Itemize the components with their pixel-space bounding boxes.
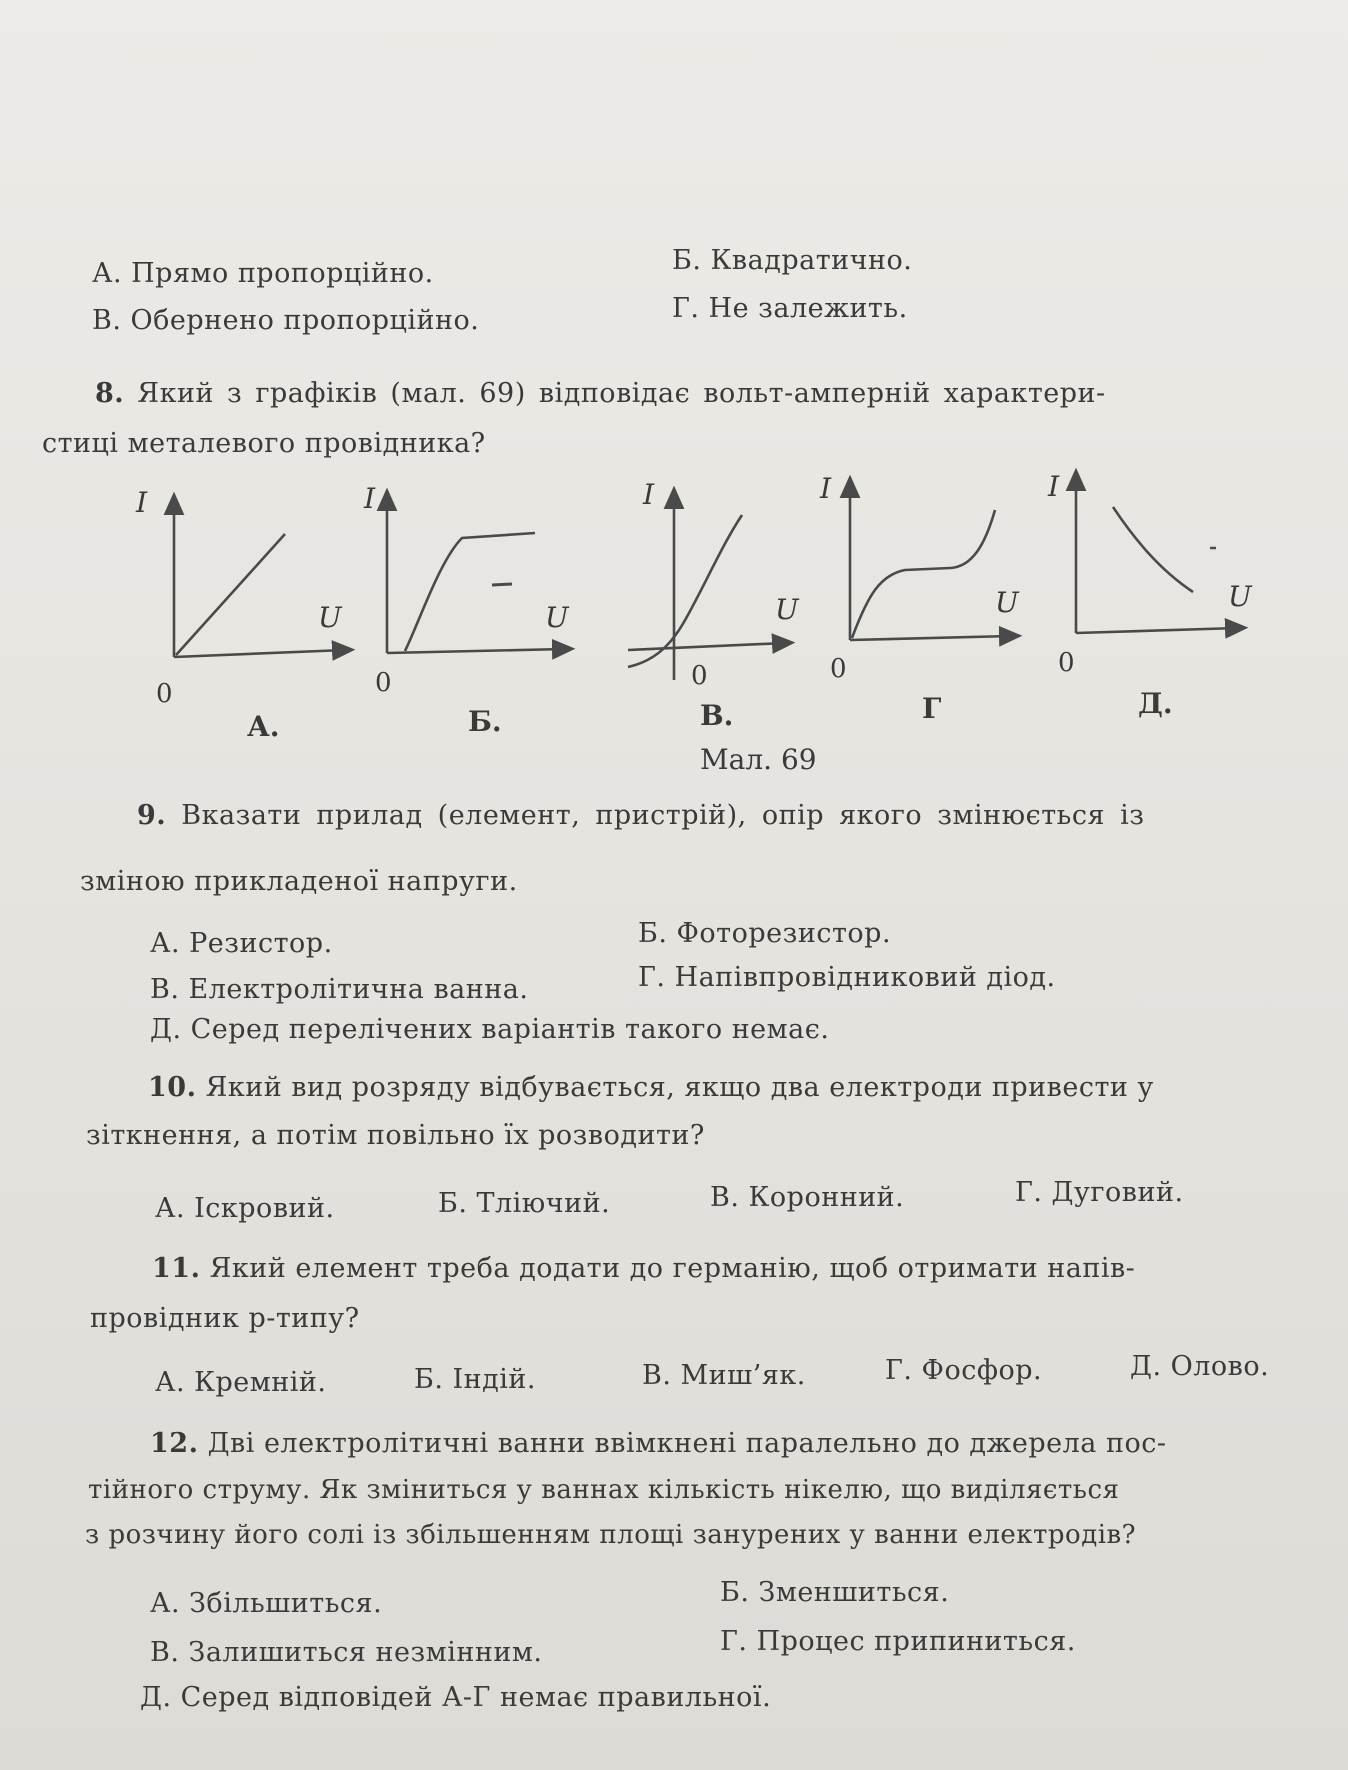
graph-g-curve	[852, 510, 995, 638]
graph-d	[1076, 478, 1238, 633]
q12-option-a: А. Збільшиться.	[150, 1588, 383, 1619]
q10-text-line1: 10. Який вид розряду відбувається, якщо два електроди привести у	[148, 1072, 1154, 1103]
graph-g-label: Г	[922, 692, 942, 725]
q10-number: 10.	[148, 1072, 197, 1103]
graph-v-i-label: I	[643, 478, 655, 511]
q7-option-a: А. Прямо пропорційно.	[92, 258, 434, 289]
graph-a-origin: 0	[156, 679, 173, 709]
q11-option-d: Д. Олово.	[1130, 1351, 1270, 1382]
graph-v-label: В.	[700, 699, 734, 732]
q9-option-a: А. Резистор.	[150, 928, 333, 959]
q9-option-b: Б. Фоторезистор.	[638, 918, 892, 949]
graph-b	[387, 498, 565, 653]
q10-option-v: В. Коронний.	[710, 1182, 905, 1213]
q8-text-line1: 8. Який з графіків (мал. 69) відповідає вольт-амперній характери-	[95, 378, 1106, 409]
graph-b-i-label: I	[364, 482, 376, 515]
graph-d-i-label: I	[1048, 470, 1060, 503]
q11-text-line2: провідник р-типу?	[90, 1303, 360, 1334]
q11-number: 11.	[152, 1253, 201, 1284]
q12-option-v: В. Залишиться незмінним.	[150, 1637, 543, 1668]
graph-d-u-label: U	[1228, 580, 1252, 613]
q9-text-line1: 9. Вказати прилад (елемент, пристрій), опір якого змінюється із	[137, 800, 1145, 831]
graph-b-u-label: U	[545, 601, 569, 634]
graph-d-curve	[1113, 507, 1193, 592]
graph-g-origin: 0	[830, 654, 847, 684]
q12-text-line1: 12. Дві електролітичні ванни ввімкнені паралельно до джерела пос-	[150, 1428, 1167, 1459]
graph-d-label: Д.	[1138, 687, 1173, 720]
graph-v-origin: 0	[691, 661, 708, 691]
q8-number: 8.	[95, 378, 125, 409]
q11-option-g: Г. Фосфор.	[885, 1355, 1043, 1386]
q9-number: 9.	[137, 800, 167, 831]
graph-a-i-label: I	[136, 486, 148, 519]
graph-g-u-label: U	[995, 586, 1019, 619]
q11-option-v: В. Миш’як.	[642, 1360, 806, 1391]
q12-text-line3: з розчину його солі із збільшенням площі занурених у ванни електродів?	[85, 1520, 1137, 1550]
graph-b-curve	[405, 533, 535, 651]
q12-option-d: Д. Серед відповідей А-Г немає правильної.	[140, 1682, 772, 1713]
graph-a	[174, 502, 345, 657]
graph-a-label: А.	[247, 710, 280, 743]
q9-option-v: В. Електролітична ванна.	[150, 974, 529, 1005]
q12-number: 12.	[150, 1428, 199, 1459]
q7-option-g: Г. Не залежить.	[672, 293, 908, 324]
graph-a-curve	[176, 534, 285, 655]
graph-a-u-label: U	[318, 601, 342, 634]
graph-v	[628, 496, 785, 680]
graph-v-curve	[628, 515, 742, 667]
q10-text-line2: зіткнення, а потім повільно їх розводити?	[86, 1120, 705, 1151]
q7-option-v: В. Обернено пропорційно.	[92, 305, 480, 336]
graph-b-origin: 0	[375, 668, 392, 698]
q12-option-b: Б. Зменшиться.	[720, 1577, 950, 1608]
q11-option-a: А. Кремній.	[155, 1367, 327, 1398]
q9-text-line2: зміною прикладеної напруги.	[80, 866, 518, 897]
q9-option-d: Д. Серед перелічених варіантів такого немає.	[150, 1014, 830, 1045]
q12-option-g: Г. Процес припиниться.	[720, 1626, 1076, 1657]
q10-option-a: А. Іскровий.	[155, 1193, 335, 1224]
graph-b-label: Б.	[468, 705, 502, 738]
graph-g-i-label: I	[820, 472, 832, 505]
graph-d-origin: 0	[1058, 648, 1075, 678]
q7-option-b: Б. Квадратично.	[672, 245, 913, 276]
graph-v-u-label: U	[775, 593, 799, 626]
q10-option-b: Б. Тліючий.	[438, 1188, 611, 1219]
graph-g	[850, 485, 1012, 640]
figure-caption: Мал. 69	[700, 743, 817, 776]
q10-option-g: Г. Дуговий.	[1015, 1177, 1184, 1208]
q11-option-b: Б. Індій.	[414, 1364, 537, 1395]
q11-text-line1: 11. Який елемент треба додати до германію, щоб отримати напів-	[152, 1253, 1136, 1284]
q9-option-g: Г. Напівпровідниковий діод.	[638, 962, 1056, 993]
q12-text-line2: тійного струму. Як зміниться у ваннах кількість нікелю, що виділяється	[88, 1475, 1120, 1505]
q8-text-line2: стиці металевого провідника?	[42, 428, 486, 459]
